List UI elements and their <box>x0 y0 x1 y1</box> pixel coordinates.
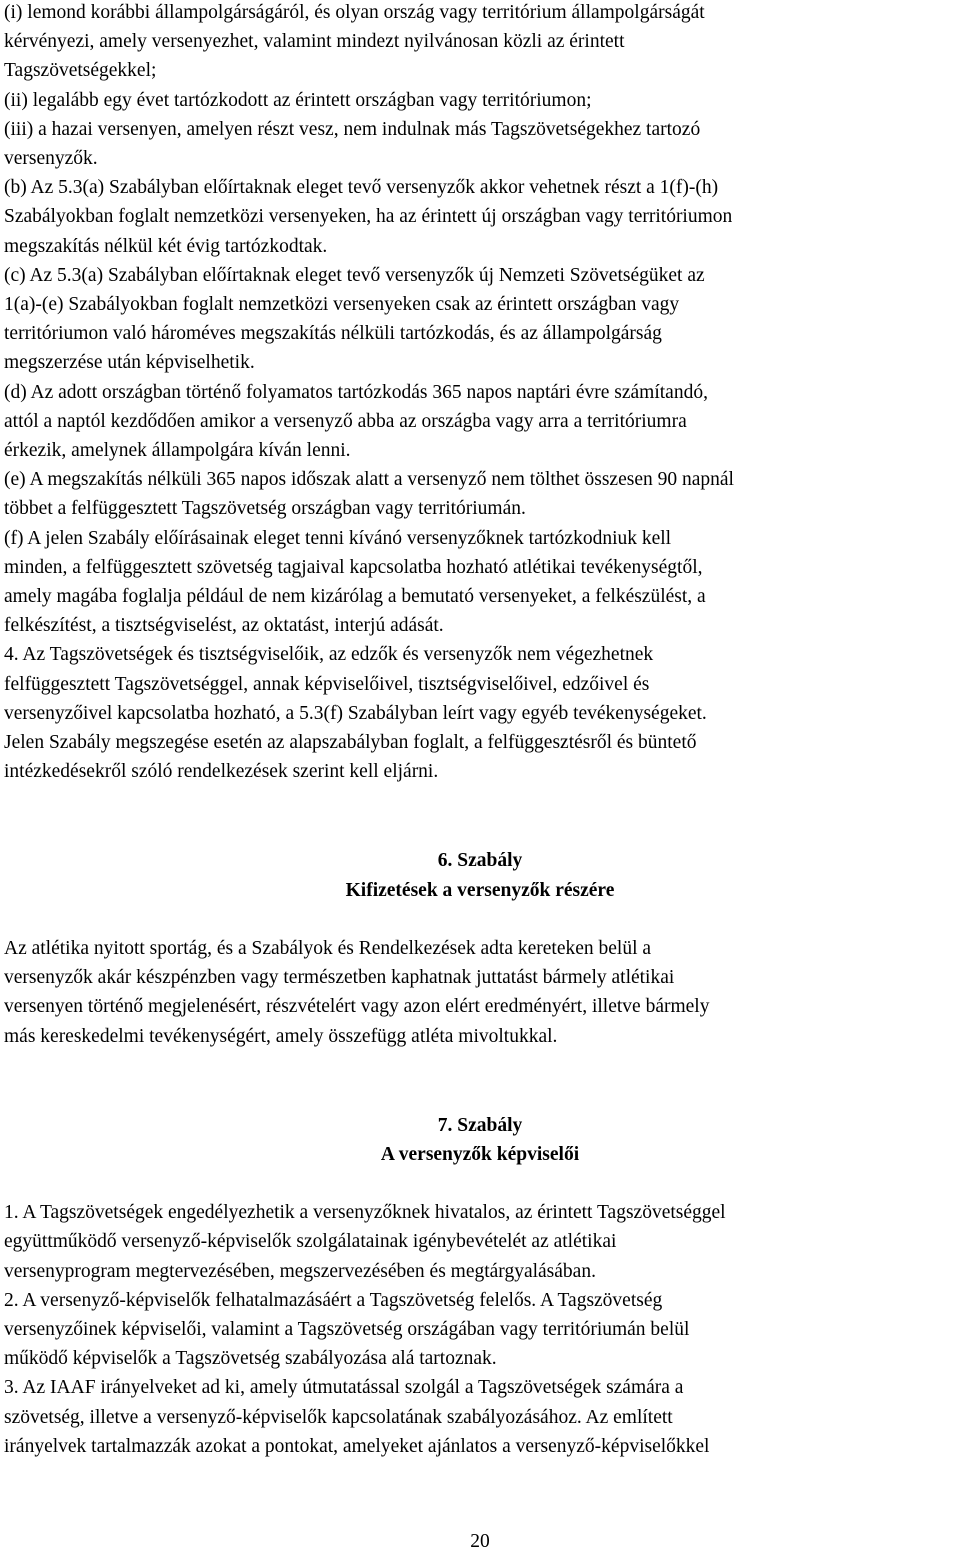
text-line: (f) A jelen Szabály előírásainak eleget tenni kívánó versenyzőknek tartózkodniuk kell <box>4 527 672 549</box>
text-line: (ii) legalább egy évet tartózkodott az érintett országban vagy territóriumon; <box>4 89 592 111</box>
text-line: Jelen Szabály megszegése esetén az alapszabályban foglalt, a felfüggesztésről és büntető <box>4 732 697 754</box>
document-page <box>4 0 956 1461</box>
text-line: (d) Az adott országban történő folyamatos tartózkodás 365 napos naptári évre számítandó, <box>4 381 708 403</box>
text-line: (b) Az 5.3(a) Szabályban előírtaknak eleget tevő versenyzők akkor vehetnek részt a 1(f)-(h) <box>4 177 719 199</box>
text-line: versenyzőivel kapcsolatba hozható, a 5.3(f) Szabályban leírt vagy egyéb tevékenységeket. <box>4 702 707 724</box>
text-line: együttműködő versenyző-képviselők szolgálatainak igénybevételét az atlétikai <box>4 1231 617 1253</box>
text-line: irányelvek tartalmazzák azokat a pontokat, amelyeket ajánlatos a versenyző-képviselőkkel <box>4 1435 710 1457</box>
text-line: Az atlétika nyitott sportág, és a Szabályok és Rendelkezések adta kereteken belül a <box>4 937 652 959</box>
text-line: 4. Az Tagszövetségek és tisztségviselőik, az edzők és versenyzők nem végezhetnek <box>4 644 654 666</box>
text-line: minden, a felfüggesztett szövetség tagjaival kapcsolatba hozható atlétikai tevékenységtől, <box>4 556 703 578</box>
text-line: szövetség, illetve a versenyző-képviselők kapcsolatának szabályozásához. Az említett <box>4 1406 673 1428</box>
text-line: 3. Az IAAF irányelveket ad ki, amely útmutatással szolgál a Tagszövetségek számára a <box>4 1377 684 1399</box>
rule-6-number: 6. Szabály <box>437 850 523 872</box>
text-line: intézkedésekről szóló rendelkezések szerint kell eljárni. <box>4 761 439 783</box>
text-line: 1. A Tagszövetségek engedélyezhetik a versenyzőknek hivatalos, az érintett Tagszövetséggel <box>4 1202 726 1224</box>
rule-7-body <box>4 1198 956 1461</box>
text-line: territóriumon való hároméves megszakítás nélküli tartózkodás, és az állampolgárság <box>4 323 662 345</box>
text-line: működő képviselők a Tagszövetség szabályozása alá tartoznak. <box>4 1348 497 1370</box>
rule-7-title: A versenyzők képviselői <box>380 1143 580 1165</box>
text-line: (e) A megszakítás nélküli 365 napos időszak alatt a versenyző nem tölthet összesen 90 napnál <box>4 469 734 491</box>
text-line: felkészítést, a tisztségviselést, az oktatást, interjú adását. <box>4 615 444 637</box>
text-line: (c) Az 5.3(a) Szabályban előírtaknak eleget tevő versenyzők új Nemzeti Szövetségüket az <box>4 264 705 286</box>
rule-6-body <box>4 934 956 1051</box>
rule-6-title: Kifizetések a versenyzők részére <box>345 879 615 901</box>
continuation-section <box>4 0 956 786</box>
text-line: attól a naptól kezdődően amikor a versenyző abba az országba vagy arra a territóriumra <box>4 410 687 432</box>
text-line: 1(a)-(e) Szabályokban foglalt nemzetközi versenyeken csak az érintett országban vagy <box>4 294 680 316</box>
text-line: versenyprogram megtervezésében, megszervezésében és megtárgyalásában. <box>4 1260 596 1282</box>
text-line: más kereskedelmi tevékenységért, amely összefügg atléta mivoltukkal. <box>4 1025 558 1047</box>
text-line: érkezik, amelynek állampolgára kíván lenni. <box>4 440 351 462</box>
rule-6-section <box>4 846 956 1050</box>
text-line: megszakítás nélkül két évig tartózkodtak. <box>4 235 328 257</box>
text-line: Tagszövetségekkel; <box>4 60 157 82</box>
text-line: versenyen történő megjelenésért, részvételért vagy azon elért eredményért, illetve bármely <box>4 996 710 1018</box>
text-line: versenyzők akár készpénzben vagy természetben kaphatnak juttatást bármely atlétikai <box>4 967 675 989</box>
text-line: kérvényezi, amely versenyezhet, valamint mindezt nyilvánosan közli az érintett <box>4 31 625 53</box>
text-line: (i) lemond korábbi állampolgárságáról, és olyan ország vagy territórium állampolgárságát <box>4 2 705 23</box>
rule-7-number: 7. Szabály <box>437 1114 523 1136</box>
text-line: versenyzőinek képviselői, valamint a Tagszövetség országában vagy territóriumán belül <box>4 1318 690 1340</box>
text-line: (iii) a hazai versenyen, amelyen részt vesz, nem indulnak más Tagszövetségekhez tartozó <box>4 118 701 140</box>
text-line: amely magába foglalja például de nem kizárólag a bemutató versenyeket, a felkészülést, a <box>4 586 706 608</box>
page-number: 20 <box>470 1531 490 1552</box>
text-line: felfüggesztett Tagszövetséggel, annak képviselőivel, tisztségviselőivel, edzőivel és <box>4 673 650 695</box>
text-line: 2. A versenyző-képviselők felhatalmazásáért a Tagszövetség felelős. A Tagszövetség <box>4 1289 663 1311</box>
rule-7-section <box>4 1111 956 1461</box>
text-line: többet a felfüggesztett Tagszövetség országban vagy territóriumán. <box>4 498 526 520</box>
text-line: versenyzők. <box>4 148 98 170</box>
text-line: megszerzése után képviselhetik. <box>4 352 255 374</box>
text-line: Szabályokban foglalt nemzetközi versenyeken, ha az érintett új országban vagy territóriumon <box>4 206 733 228</box>
